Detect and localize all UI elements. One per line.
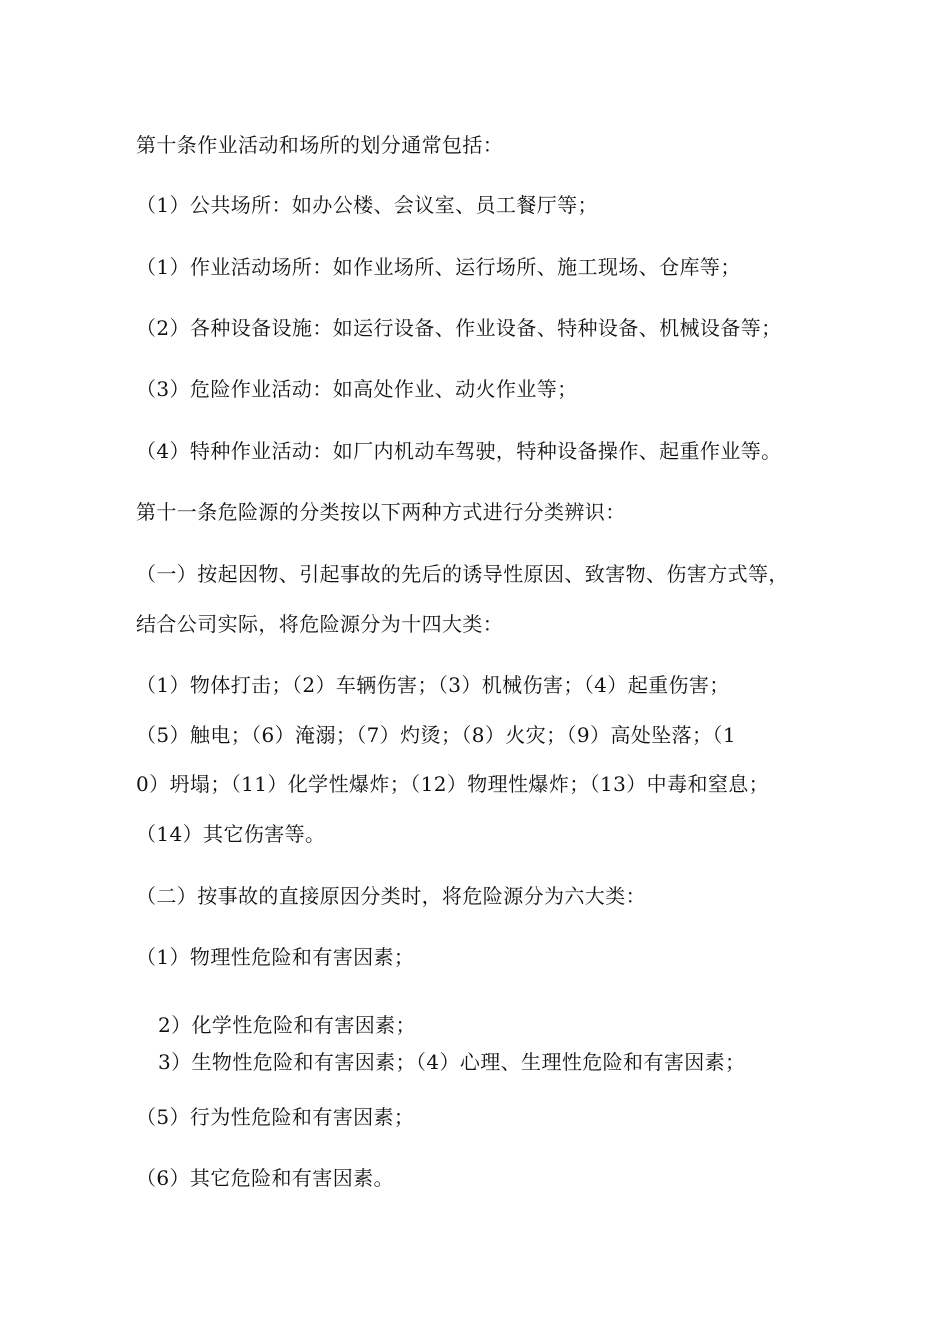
section-one-intro: （一）按起因物、引起事故的先后的诱导性原因、致害物、伤害方式等， xyxy=(136,562,789,586)
article-10-heading: 第十条作业活动和场所的划分通常包括： xyxy=(136,133,504,157)
list-item-public-places: （1）公共场所：如办公楼、会议室、员工餐厅等； xyxy=(136,193,598,217)
list-item-dangerous-work: （3）危险作业活动：如高处作业、动火作业等； xyxy=(136,377,578,401)
list-item-equipment: （2）各种设备设施：如运行设备、作业设备、特种设备、机械设备等； xyxy=(136,316,782,340)
list-item-biological: 3）生物性危险和有害因素；（4）心理、生理性危险和有害因素； xyxy=(158,1050,746,1074)
category-list-line-1: （1）物体打击；（2）车辆伤害；（3）机械伤害；（4）起重伤害； xyxy=(136,673,730,697)
list-item-behavioral: （5）行为性危险和有害因素； xyxy=(136,1105,415,1129)
list-item-chemical: 2）化学性危险和有害因素； xyxy=(158,1013,416,1037)
category-list-line-4: （14）其它伤害等。 xyxy=(136,822,326,846)
list-item-work-sites: （1）作业活动场所：如作业场所、运行场所、施工现场、仓库等； xyxy=(136,255,741,279)
list-item-special-work: （4）特种作业活动：如厂内机动车驾驶，特种设备操作、起重作业等。 xyxy=(136,439,782,463)
category-list-line-2: （5）触电；（6）淹溺；（7）灼烫；（8）火灾；（9）高处坠落；（1 xyxy=(136,723,736,747)
category-list-line-3: 0）坍塌；（11）化学性爆炸；（12）物理性爆炸；（13）中毒和窒息； xyxy=(136,772,770,796)
section-one-intro-cont: 结合公司实际，将危险源分为十四大类： xyxy=(136,612,504,636)
list-item-other: （6）其它危险和有害因素。 xyxy=(136,1166,394,1190)
article-11-heading: 第十一条危险源的分类按以下两种方式进行分类辨识： xyxy=(136,500,626,524)
list-item-physical: （1）物理性危险和有害因素； xyxy=(136,945,415,969)
section-two-intro: （二）按事故的直接原因分类时，将危险源分为六大类： xyxy=(136,884,646,908)
